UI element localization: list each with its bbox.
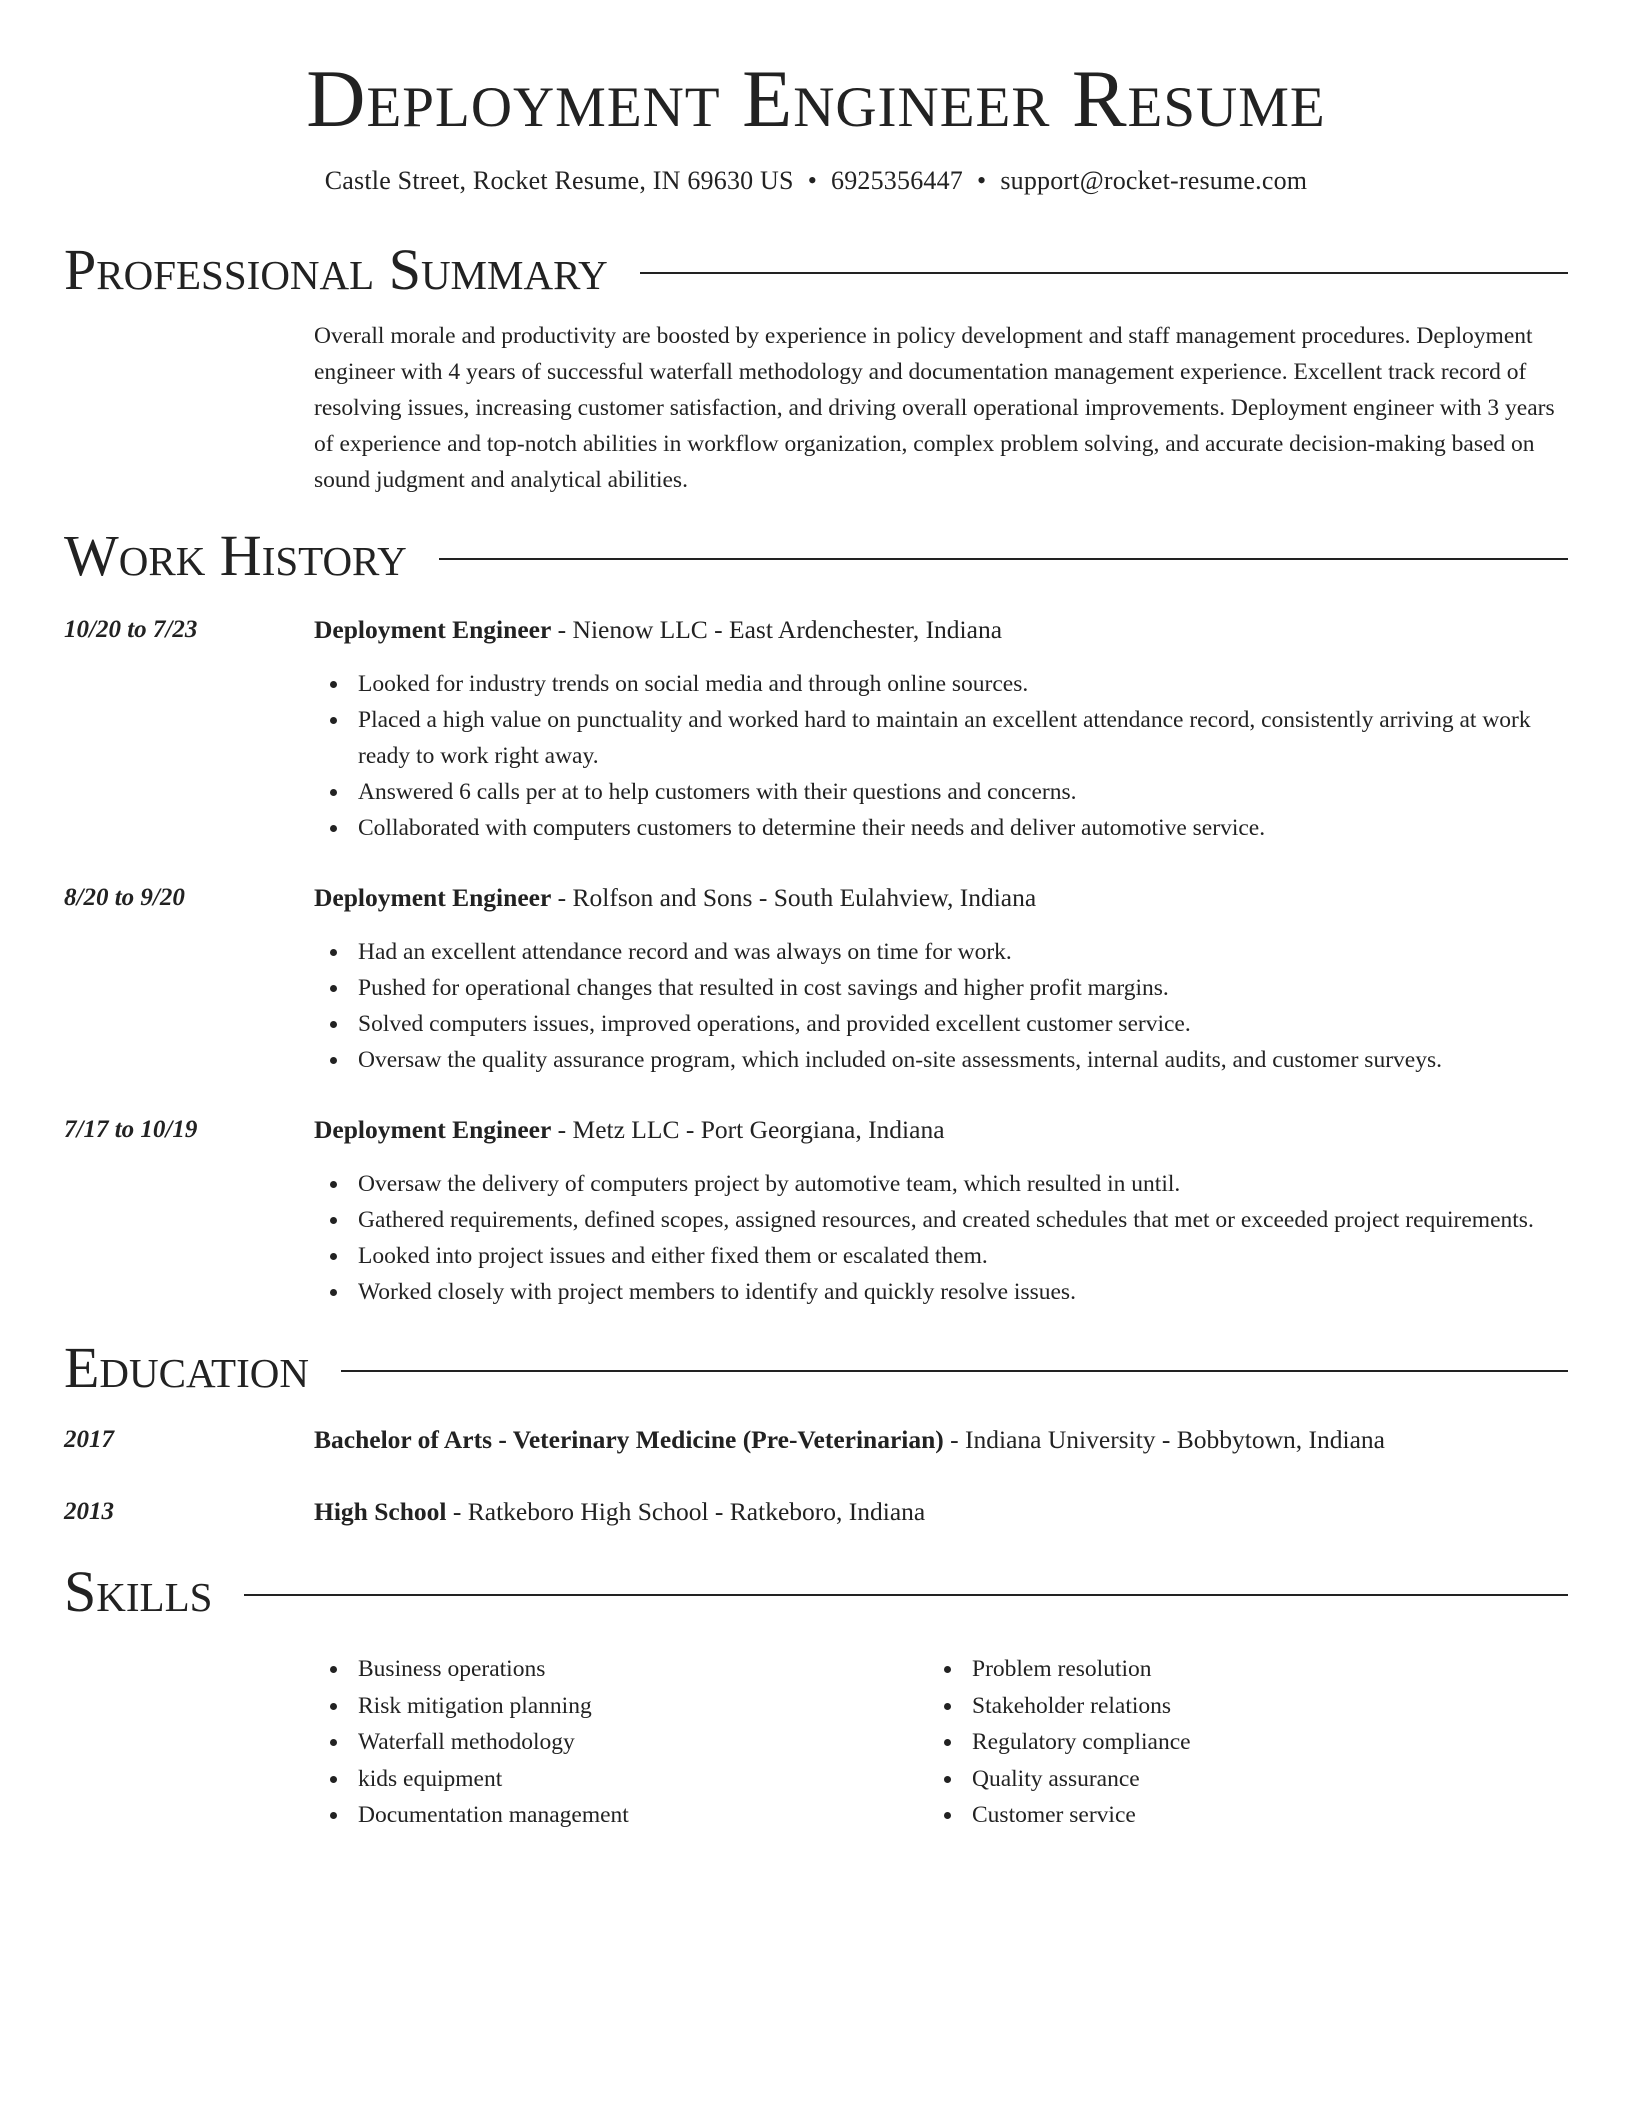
education-date: 2013 [64,1497,114,1525]
education-section [64,1336,1568,1530]
work-entry [64,1112,1568,1310]
education-details: - Ratkeboro High School - Ratkeboro, Indiana [446,1496,926,1526]
skill-item: Problem resolution [972,1651,1532,1688]
education-entry [64,1494,1568,1530]
work-bullets [358,1166,1568,1310]
education-entries [64,1422,1568,1530]
skill-item: Business operations [358,1651,972,1688]
work-entry [64,612,1568,846]
work-bullet: Looked into project issues and either fixed them or escalated them. [358,1238,1568,1274]
contact-email: support@rocket-resume.com [1000,166,1308,196]
work-date: 10/20 to 7/23 [64,615,198,643]
skill-item: Regulatory compliance [972,1724,1532,1761]
education-degree: High School [314,1496,447,1526]
contact-separator: • [807,166,817,196]
education-entry-body [314,1494,1568,1530]
skill-item: Documentation management [358,1797,972,1834]
section-divider [341,1370,1568,1372]
contact-phone: 6925356447 [831,166,963,196]
work-bullet: Solved computers issues, improved operations, and provided excellent customer service. [358,1006,1568,1042]
work-role: Deployment Engineer [314,614,552,644]
skills-column-1 [358,1651,972,1834]
education-entry-body [314,1422,1568,1458]
contact-separator: • [977,166,987,196]
education-title [314,1494,1568,1530]
education-heading [64,1336,1568,1400]
work-title [314,612,1568,648]
skills-heading [64,1560,1568,1624]
section-divider [640,272,1568,274]
work-bullet: Oversaw the quality assurance program, which included on-site assessments, internal audits, and customer surveys. [358,1042,1568,1078]
work-role: Deployment Engineer [314,882,552,912]
work-bullet: Pushed for operational changes that resulted in cost savings and higher profit margins. [358,970,1568,1006]
contact-line [64,166,1568,196]
education-title [314,1422,1568,1458]
education-degree: Bachelor of Arts - Veterinary Medicine (Pre-Veterinarian) [314,1424,944,1454]
work-bullets [358,934,1568,1078]
work-entry-body [314,612,1568,846]
work-title [314,1112,1568,1148]
work-role: Deployment Engineer [314,1114,552,1144]
work-details: - Nienow LLC - East Ardenchester, Indiana [551,614,1003,644]
skills-section [64,1560,1568,1834]
skill-item: Stakeholder relations [972,1688,1532,1725]
work-bullet: Placed a high value on punctuality and worked hard to maintain an excellent attendance record, consistently arriving at work ready to work right away. [358,702,1568,774]
work-bullet: Answered 6 calls per at to help customers with their questions and concerns. [358,774,1568,810]
work-date: 8/20 to 9/20 [64,883,185,911]
education-heading-text: Education [64,1334,309,1400]
education-entry [64,1422,1568,1458]
section-divider [439,558,1568,560]
skills-heading-text: Skills [64,1558,213,1624]
summary-heading [64,238,1568,302]
work-entry-body [314,1112,1568,1310]
work-bullet: Had an excellent attendance record and was always on time for work. [358,934,1568,970]
work-bullet: Gathered requirements, defined scopes, assigned resources, and created schedules that met or exceeded project requirements. [358,1202,1568,1238]
education-details: - Indiana University - Bobbytown, Indiana [943,1424,1385,1454]
education-date: 2017 [64,1425,114,1453]
summary-text: Overall morale and productivity are boosted by experience in policy development and staff management procedures. Deployment engineer with 4 years of successful waterfall methodology and documentation management experience. Excellent track record of resolving issues, increasing customer satisfaction, and driving overall operational improvements. Deployment engineer with 3 years of experience and top-notch abilities in workflow organization, complex problem solving, and accurate decision-making based on sound judgment and analytical abilities. [314,323,1555,494]
skills-grid [314,1651,1568,1834]
work-bullet: Oversaw the delivery of computers project by automotive team, which resulted in until. [358,1166,1568,1202]
skill-item: Customer service [972,1797,1532,1834]
work-history-heading-text: Work History [64,523,407,589]
work-bullets [358,666,1568,846]
resume-title: Deployment Engineer Resume [306,53,1326,144]
work-history-heading [64,524,1568,588]
section-divider [244,1594,1568,1596]
skill-item: Risk mitigation planning [358,1688,972,1725]
work-entry [64,880,1568,1078]
summary-heading-text: Professional Summary [64,237,608,303]
work-bullet: Worked closely with project members to identify and quickly resolve issues. [358,1274,1568,1310]
skill-item: Quality assurance [972,1761,1532,1798]
work-details: - Metz LLC - Port Georgiana, Indiana [551,1114,945,1144]
work-entries [64,612,1568,1310]
skill-item: kids equipment [358,1761,972,1798]
skill-item: Waterfall methodology [358,1724,972,1761]
skills-column-2 [972,1651,1532,1834]
work-date: 7/17 to 10/19 [64,1115,198,1143]
work-entry-body [314,880,1568,1078]
work-bullet: Looked for industry trends on social media and through online sources. [358,666,1568,702]
work-title [314,880,1568,916]
summary-section [64,238,1568,498]
contact-address: Castle Street, Rocket Resume, IN 69630 US [324,166,794,196]
work-details: - Rolfson and Sons - South Eulahview, Indiana [551,882,1037,912]
work-bullet: Collaborated with computers customers to determine their needs and deliver automotive service. [358,810,1568,846]
work-history-section [64,524,1568,1310]
